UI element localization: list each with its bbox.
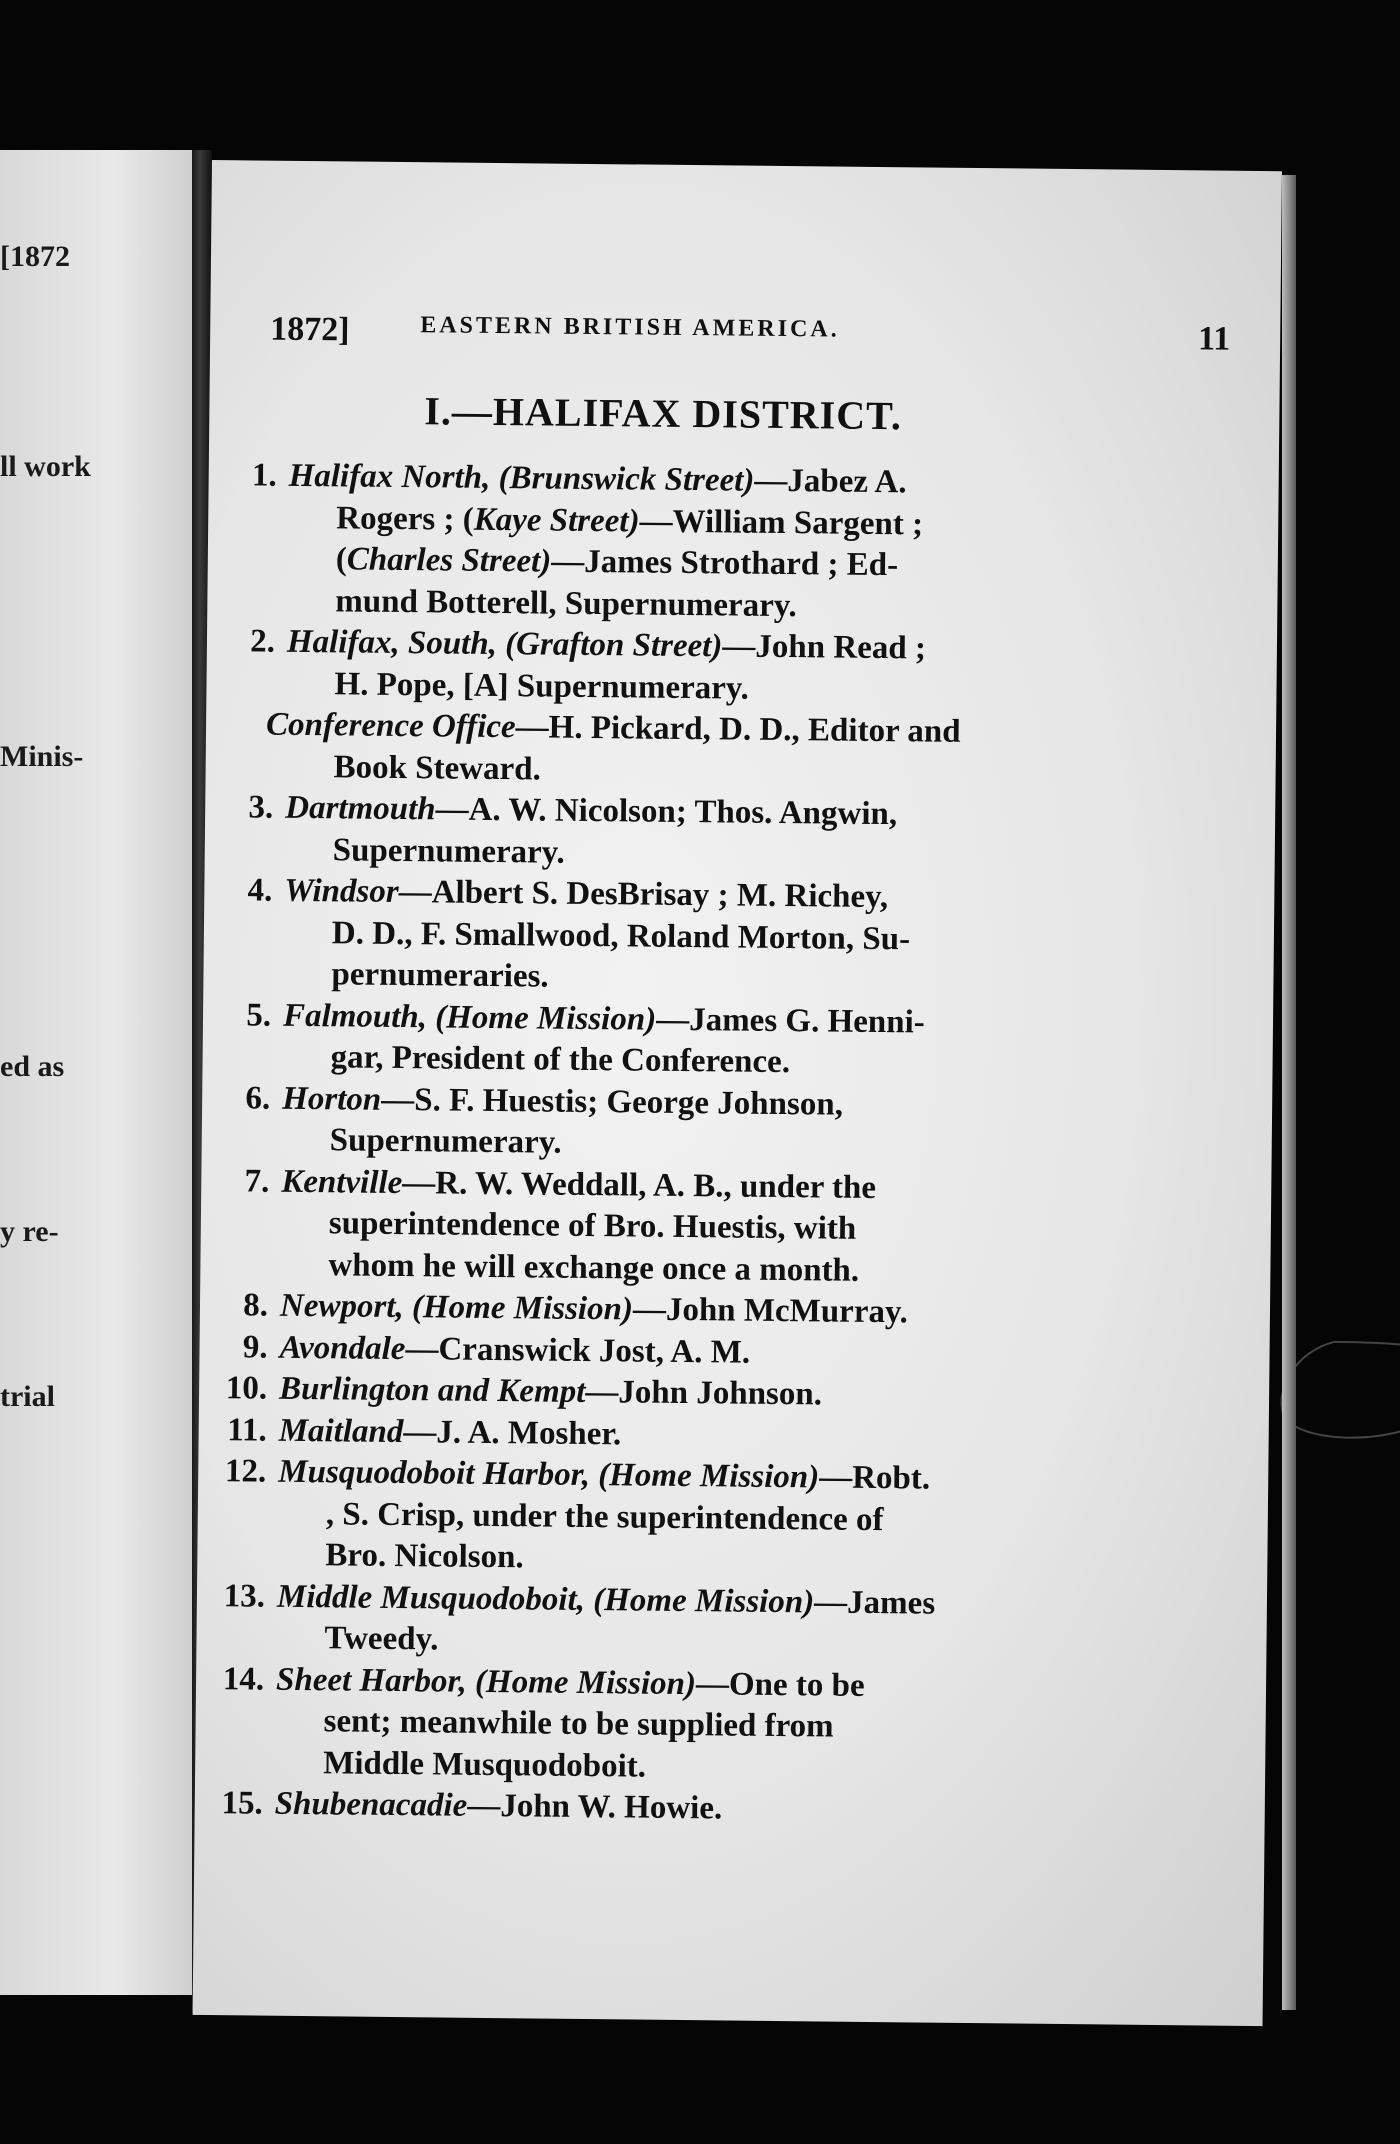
circuit-number: 1.	[251, 457, 277, 494]
circuit-name: Burlington and Kempt	[278, 1370, 586, 1410]
circuit-number: 15.	[221, 1785, 263, 1822]
entry-text	[323, 1701, 833, 1748]
circuit-entry	[196, 1575, 1257, 1669]
entry-text	[334, 664, 749, 710]
circuit-name: Charles Street)	[346, 541, 552, 580]
circuit-number: 8.	[243, 1287, 269, 1324]
minister-text: —Albert S. DesBrisay ; M. Richey,	[398, 873, 889, 916]
entry-text	[323, 1743, 646, 1788]
entry-text	[324, 1618, 438, 1661]
entry-text	[285, 788, 897, 836]
minister-text: D. D., F. Smallwood, Roland Morton, Su-	[331, 914, 911, 957]
minister-text: Rogers ; (	[336, 499, 474, 538]
circuit-entry	[202, 1077, 1263, 1171]
entry-text	[282, 1078, 843, 1125]
circuit-name: Shubenacadie	[274, 1785, 468, 1824]
entry-text	[279, 1327, 750, 1373]
entry-text	[333, 830, 565, 874]
circuit-name: Middle Musquodoboit, (Home Mission)	[276, 1578, 815, 1620]
entry-text	[288, 456, 906, 504]
facing-page-text: ed as	[0, 1050, 65, 1083]
circuit-entry	[202, 994, 1263, 1088]
circuit-name: Newport, (Home Mission)	[279, 1287, 634, 1328]
minister-text: —H. Pickard, D. D., Editor and	[515, 709, 961, 750]
circuit-number: 14.	[222, 1660, 265, 1698]
circuit-name: Dartmouth	[285, 789, 436, 828]
entry-text	[328, 1245, 859, 1292]
entry-text	[283, 995, 925, 1043]
entry-text	[330, 1120, 562, 1164]
circuit-entry	[206, 621, 1267, 715]
circuit-number: 12.	[224, 1453, 267, 1490]
circuit-name: Musquodoboit Harbor, (Home Mission)	[278, 1453, 820, 1496]
minister-text: —Jabez A.	[754, 462, 907, 501]
circuit-name: Maitland	[278, 1412, 404, 1450]
minister-text: —S. F. Huestis; George Johnson,	[381, 1081, 844, 1123]
circuit-name: Windsor	[284, 872, 399, 910]
minister-text: —John W. Howie.	[467, 1787, 723, 1827]
entry-text	[279, 1369, 822, 1416]
circuit-entry	[207, 455, 1269, 632]
entry-text	[266, 705, 961, 754]
entry-text	[280, 1286, 908, 1334]
minister-text: —James Strothard ; Ed-	[551, 543, 899, 584]
minister-text: gar, President of the Conference.	[330, 1039, 791, 1081]
minister-text: Supernumerary.	[332, 831, 565, 871]
minister-text: H. Pope, [A] Supernumerary.	[334, 665, 749, 707]
minister-text: (	[335, 541, 348, 578]
page-edge	[1282, 175, 1296, 2010]
circuit-number: 5.	[246, 996, 272, 1034]
circuit-list	[195, 455, 1269, 1836]
circuit-name: Sheet Harbor, (Home Mission)	[275, 1661, 697, 1702]
minister-text: Bro. Nicolson.	[325, 1537, 524, 1576]
circuit-number: 13.	[223, 1577, 266, 1615]
minister-text: Book Steward.	[333, 748, 542, 787]
circuit-name: Halifax North, (Brunswick Street)	[288, 457, 755, 499]
entry-text	[287, 622, 926, 670]
minister-text: sent; meanwhile to be supplied from	[323, 1703, 834, 1745]
minister-text: —R. W. Weddall, A. B., under the	[402, 1164, 877, 1206]
entry-text	[336, 539, 899, 586]
entry-text	[330, 1037, 790, 1083]
circuit-number: 9.	[242, 1328, 268, 1366]
minister-text: whom he will exchange once a month.	[328, 1246, 860, 1289]
circuit-entry	[197, 1451, 1258, 1587]
facing-page-text: trial	[0, 1380, 55, 1413]
entry-text	[276, 1659, 865, 1707]
entry-text	[278, 1410, 621, 1455]
minister-text: mund Botterell, Supernumerary.	[335, 582, 797, 624]
minister-text: pernumeraries.	[331, 956, 549, 995]
minister-text: Middle Musquodoboit.	[323, 1744, 647, 1785]
entry-text	[336, 498, 923, 546]
facing-page-text: Minis-	[0, 740, 84, 773]
book-page	[193, 160, 1282, 2026]
minister-text: —One to be	[695, 1665, 865, 1704]
entry-text	[278, 1452, 930, 1500]
circuit-name: Halifax, South, (Grafton Street)	[286, 623, 723, 665]
entry-text	[325, 1535, 524, 1579]
minister-text: —A. W. Nicolson; Thos. Angwin,	[435, 791, 898, 833]
minister-text: Tweedy.	[324, 1620, 439, 1658]
minister-text: —J. A. Mosher.	[403, 1413, 622, 1452]
circuit-name: Avondale	[279, 1329, 406, 1367]
entry-text	[331, 954, 549, 998]
minister-text: —John Johnson.	[585, 1373, 823, 1413]
facing-page-fragment	[0, 150, 192, 1995]
running-head	[270, 311, 1270, 371]
circuit-name: Kentville	[281, 1163, 403, 1201]
facing-page-text: [1872	[0, 240, 70, 273]
entry-text	[281, 1161, 876, 1209]
running-head-year: 1872]	[270, 310, 350, 349]
circuit-number: 6.	[245, 1079, 271, 1117]
circuit-number: 7.	[244, 1162, 270, 1200]
minister-text: —John Read ;	[722, 628, 927, 667]
circuit-name: Horton	[281, 1080, 382, 1118]
circuit-number: 11.	[227, 1411, 267, 1449]
circuit-number: 3.	[248, 789, 274, 826]
entry-text	[284, 871, 888, 919]
circuit-number: 10.	[225, 1370, 268, 1407]
circuit-entry	[195, 1658, 1256, 1794]
circuit-entry	[205, 787, 1266, 881]
minister-text: —John McMurray.	[632, 1291, 909, 1331]
circuit-entry	[200, 1160, 1261, 1296]
circuit-name: Falmouth, (Home Mission)	[282, 997, 657, 1038]
district-title: I.—HALIFAX DISTRICT.	[424, 388, 903, 439]
facing-page-text: ll work	[0, 450, 91, 483]
circuit-number: 4.	[247, 872, 273, 909]
minister-text: —James G. Henni-	[655, 1001, 925, 1041]
minister-text: —William Sargent ;	[639, 502, 924, 542]
page-number: 11	[1197, 320, 1231, 358]
circuit-name: Kaye Street)	[473, 501, 640, 539]
circuit-number: 2.	[250, 623, 276, 660]
entry-text	[335, 581, 797, 627]
entry-text	[333, 747, 541, 791]
running-head-title: EASTERN BRITISH AMERICA.	[420, 312, 840, 343]
minister-text: Supernumerary.	[329, 1122, 562, 1161]
entry-text	[277, 1576, 936, 1624]
circuit-name: Conference Office	[265, 706, 516, 746]
minister-text: —Robt.	[819, 1459, 931, 1497]
minister-text: superintendence of Bro. Huestis, with	[328, 1205, 857, 1247]
entry-text	[332, 913, 911, 961]
minister-text: —James	[813, 1583, 936, 1622]
conference-office-entry	[205, 704, 1266, 798]
circuit-entry	[203, 870, 1264, 1006]
entry-text	[329, 1203, 857, 1250]
entry-text	[275, 1784, 723, 1830]
facing-page-text: y re-	[0, 1215, 59, 1248]
minister-text: , S. Crisp, under the superintendence of	[325, 1495, 884, 1538]
entry-text	[326, 1494, 884, 1541]
minister-text: —Cranswick Jost, A. M.	[405, 1330, 751, 1371]
